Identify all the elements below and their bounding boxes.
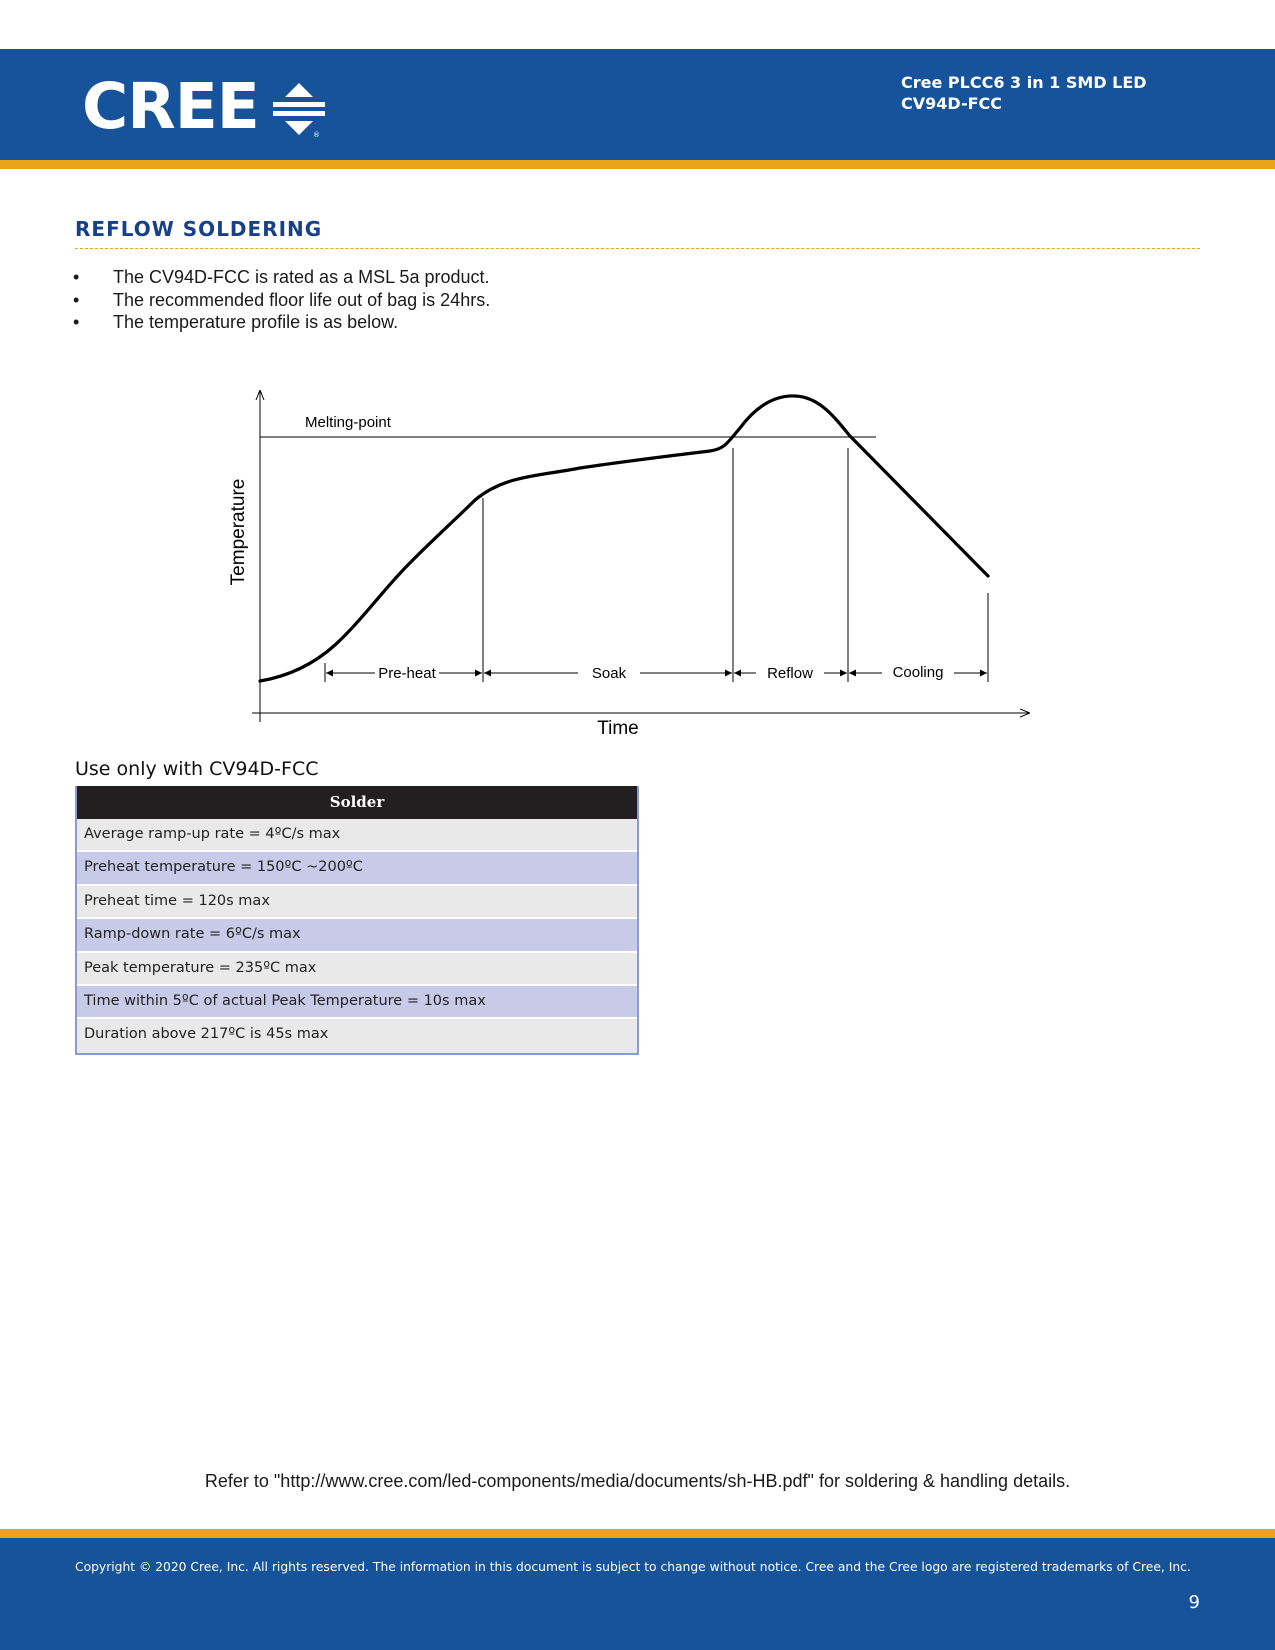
document-title xyxy=(901,72,1147,114)
bullet-text: The CV94D-FCC is rated as a MSL 5a product. xyxy=(113,267,490,287)
header-accent-bar xyxy=(0,160,1275,169)
phase-label-preheat: Pre-heat xyxy=(378,665,436,682)
part-number: CV94D-FCC xyxy=(901,94,1003,113)
reference-note: Refer to "http://www.cree.com/led-components/media/documents/sh-HB.pdf" for soldering & handling details. xyxy=(204,1471,1071,1491)
cree-logo xyxy=(82,70,327,143)
phase-label-cooling: Cooling xyxy=(892,664,944,681)
bullet-icon: • xyxy=(73,312,80,332)
bullet-list xyxy=(73,266,490,334)
list-item xyxy=(73,289,490,312)
table-header: Solder xyxy=(77,786,637,819)
list-item xyxy=(73,266,490,289)
table-row: Preheat temperature = 150ºC ~200ºC xyxy=(77,852,637,885)
temperature-profile-curve xyxy=(260,396,988,681)
phase-label-reflow: Reflow xyxy=(767,665,813,682)
table-row: Preheat time = 120s max xyxy=(77,886,637,919)
table-row: Duration above 217ºC is 45s max xyxy=(77,1019,637,1052)
page-footer xyxy=(0,1538,1275,1650)
x-axis-label: Time xyxy=(597,718,639,739)
list-item xyxy=(73,311,490,334)
solder-table xyxy=(75,786,639,1055)
section-divider xyxy=(75,248,1200,249)
bullet-icon: • xyxy=(73,289,80,310)
bullet-icon: • xyxy=(73,267,80,287)
table-row: Peak temperature = 235ºC max xyxy=(77,953,637,986)
registered-mark: ® xyxy=(312,131,320,137)
bullet-text: The recommended floor life out of bag is 24hrs. xyxy=(113,289,491,310)
cree-logo-mark-icon xyxy=(271,81,327,137)
copyright-text: Copyright © 2020 Cree, Inc. All rights reserved. The information in this document is subject to change without notice. Cree and the Cree logo are registered trademarks of Cree, Inc. xyxy=(75,1560,1191,1574)
table-row: Time within 5ºC of actual Peak Temperature = 10s max xyxy=(77,986,637,1019)
page-number: 9 xyxy=(1188,1592,1200,1613)
bullet-text: The temperature profile is as below. xyxy=(113,312,399,332)
product-line: Cree PLCC6 3 in 1 SMD LED xyxy=(901,73,1147,92)
melting-point-label: Melting-point xyxy=(305,414,391,431)
footer-accent-bar xyxy=(0,1529,1275,1538)
section-title: REFLOW SOLDERING xyxy=(75,217,323,241)
table-row: Average ramp-up rate = 4ºC/s max xyxy=(77,819,637,852)
y-axis-label: Temperature xyxy=(228,478,249,586)
reflow-profile-chart xyxy=(220,380,1040,740)
usage-note: Use only with CV94D-FCC xyxy=(75,758,319,780)
table-row: Ramp-down rate = 6ºC/s max xyxy=(77,919,637,952)
phase-label-soak: Soak xyxy=(591,665,627,682)
logo-text: CREE xyxy=(82,70,259,143)
